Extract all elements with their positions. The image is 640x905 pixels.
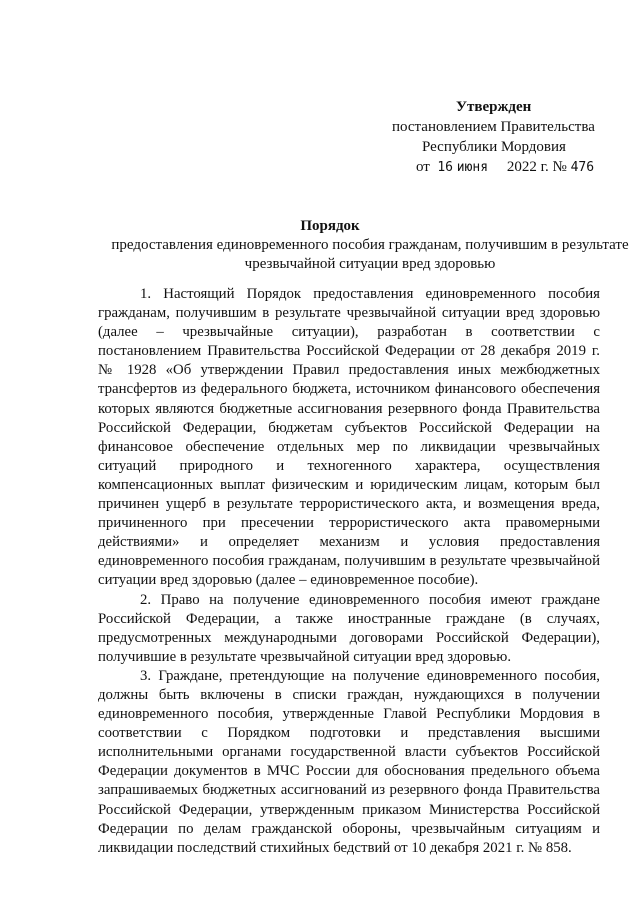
approval-number: 476 [570, 160, 595, 175]
paragraph-2: 2. Право на получение единовременного пособия имеют граждане Российской Федерации, а также иностранные граждане (в случаях, предусмотренных международными договорами Российской Федерации), получившие в результате чрезвычайной ситуации вред здоровью. [98, 591, 600, 665]
approval-day: 16 [437, 160, 454, 175]
approval-title: Утвержден [456, 99, 532, 115]
approval-stamp [392, 97, 622, 178]
approval-date-line [392, 157, 622, 178]
document-heading [100, 217, 640, 274]
approval-region-line: Республики Мордовия [422, 139, 566, 155]
document-subtitle: предоставления единовременного пособия гражданам, получившим в результате чрезвычайной ситуации вред здоровью [111, 237, 629, 272]
document-body [98, 285, 600, 858]
approval-date-prefix: от [416, 159, 430, 175]
paragraph-1: 1. Настоящий Порядок предоставления единовременного пособия гражданам, получившим в результате чрезвычайной ситуации вред здоровью (далее – чрезвычайные ситуации), разработан в соответствии с постановлением Правительства Российской Федерации от 28 декабря 2019 г. № 1928 «Об утверждении Правил предоставления иных межбюджетных трансфертов из федерального бюджета, источником финансового обеспечения которых являются бюджетные ассигнования резервного фонда Правительства Российской Федерации, бюджетам субъектов Российской Федерации на финансовое обеспечение отдельных мер по ликвидации чрезвычайных ситуаций природного и техногенного характера, осуществления компенсационных выплат физическим и юридическим лицам, которым был причинен ущерб в результате террористического акта, и возмещения вреда, причиненного при пресечении террористического акта правомерными действиями» и определяет механизм и условия предоставления единовременного пособия гражданам, получившим в результате чрезвычайной ситуации вред здоровью (далее – единовременное пособие). [98, 286, 600, 589]
approval-authority-line: постановлением Правительства [392, 119, 595, 135]
approval-year-number: 2022 г. № [506, 159, 567, 175]
document-title: Порядок [300, 218, 360, 234]
approval-month: июня [456, 160, 489, 175]
paragraph-3: 3. Граждане, претендующие на получение единовременного пособия, должны быть включены в списки граждан, нуждающихся в получении единовременного пособия, утвержденные Главой Республики Мордовия в соответствии с Порядком подготовки и представления высшими исполнительными органами государственной власти субъектов Российской Федерации документов в МЧС России для обоснования предельного объема запрашиваемых бюджетных ассигнований из резервного фонда Правительства Российской Федерации, утвержденным приказом Министерства Российской Федерации по делам гражданской обороны, чрезвычайным ситуациям и ликвидации последствий стихийных бедствий от 10 декабря 2021 г. № 858. [98, 667, 600, 856]
